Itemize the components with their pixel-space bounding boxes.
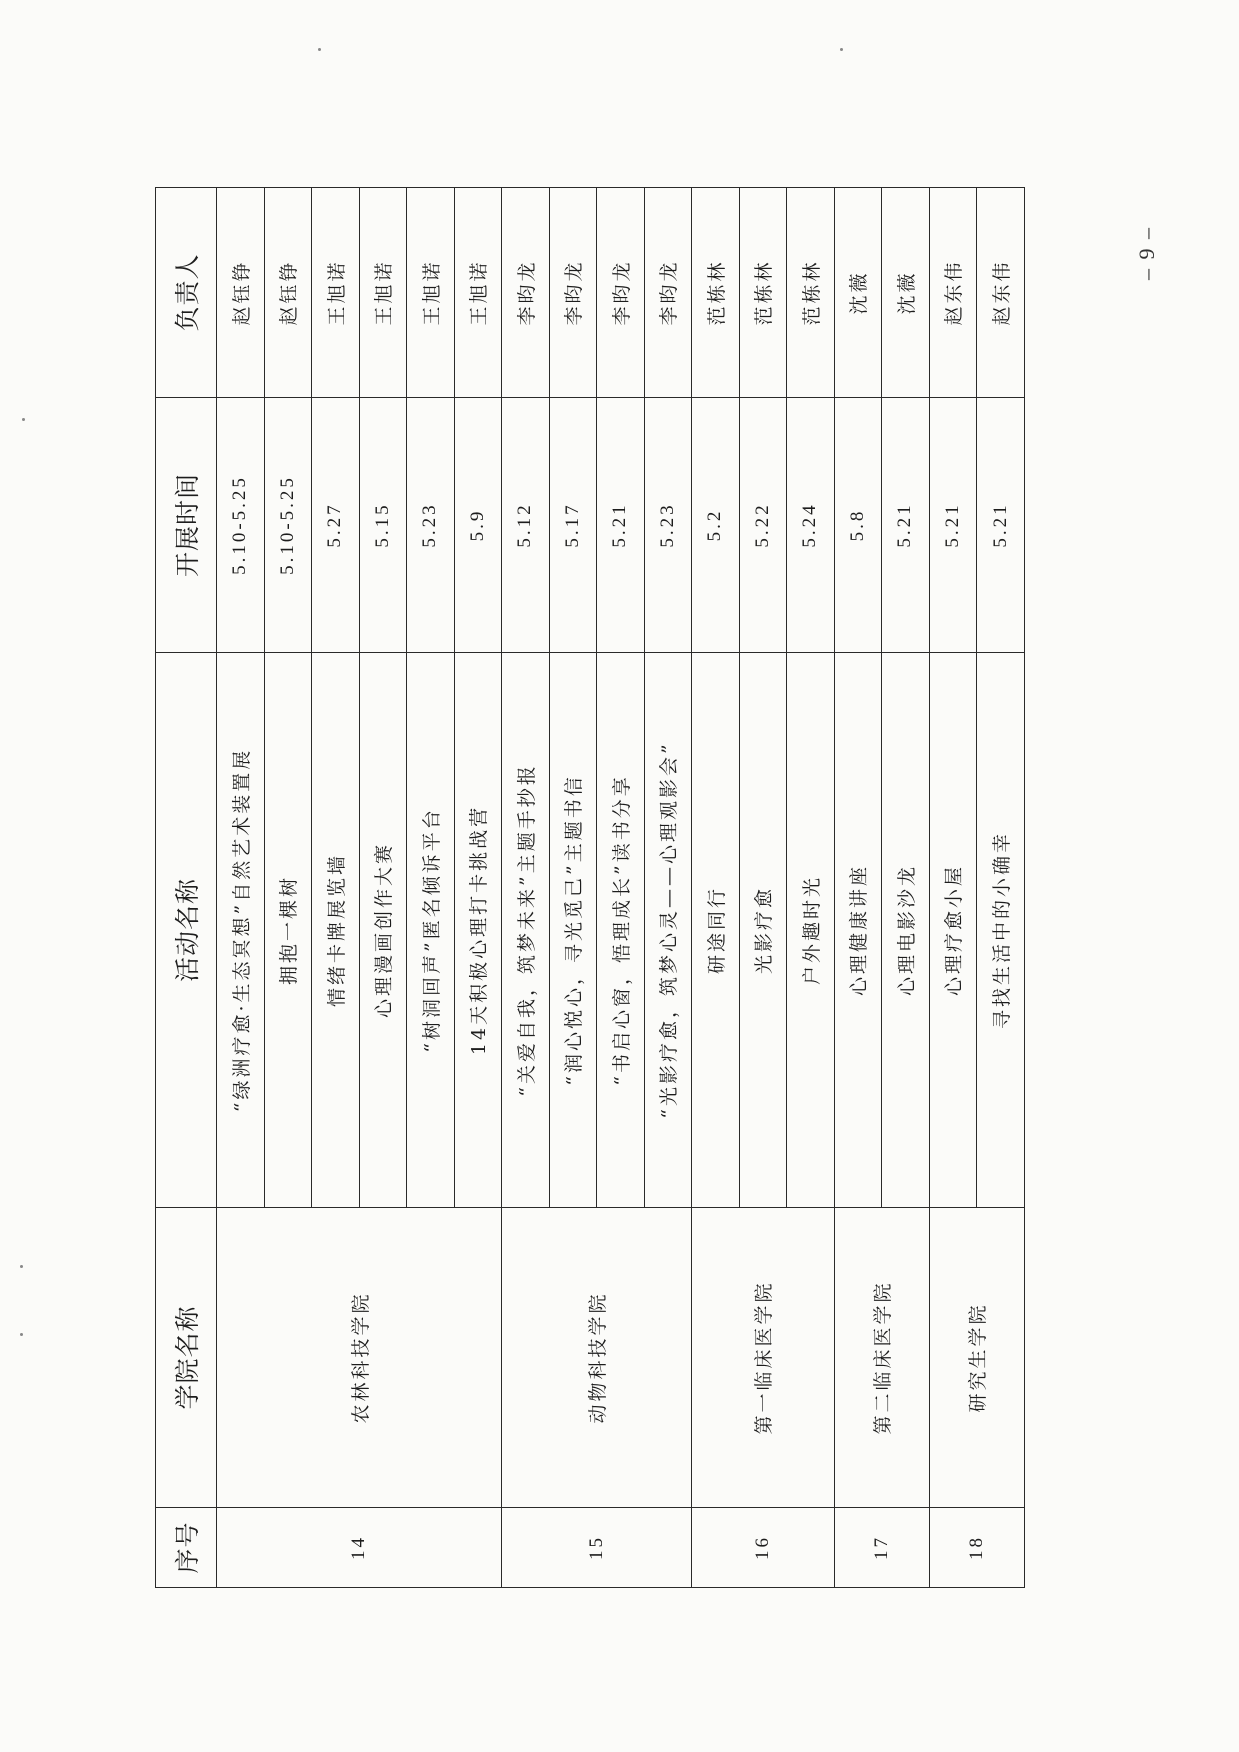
header-time: 开展时间 <box>156 398 217 653</box>
scan-speck <box>22 418 25 421</box>
owner-cell: 王旭诺 <box>454 188 502 398</box>
college-cell: 动物科技学院 <box>502 1208 692 1508</box>
time-cell: 5.27 <box>312 398 360 653</box>
activity-cell: “书启心窗，悟理成长”读书分享 <box>597 653 645 1208</box>
owner-cell: 王旭诺 <box>407 188 455 398</box>
activity-cell: 心理疗愈小屋 <box>929 653 977 1208</box>
seq-cell: 18 <box>929 1508 1024 1588</box>
owner-cell: 沈薇 <box>834 188 882 398</box>
college-cell: 第一临床医学院 <box>692 1208 835 1508</box>
activity-cell: 心理健康讲座 <box>834 653 882 1208</box>
college-cell: 农林科技学院 <box>217 1208 502 1508</box>
activity-cell: 心理漫画创作大赛 <box>359 653 407 1208</box>
owner-cell: 王旭诺 <box>312 188 360 398</box>
time-cell: 5.12 <box>502 398 550 653</box>
activity-cell: “关爱自我，筑梦未来”主题手抄报 <box>502 653 550 1208</box>
activity-cell: 光影疗愈 <box>739 653 787 1208</box>
owner-cell: 沈薇 <box>882 188 930 398</box>
header-seq: 序号 <box>156 1508 217 1588</box>
owner-cell: 赵钰铮 <box>264 188 312 398</box>
table-row <box>502 188 550 1588</box>
owner-cell: 李昀龙 <box>597 188 645 398</box>
scan-speck <box>20 1265 23 1268</box>
time-cell: 5.8 <box>834 398 882 653</box>
activity-cell: 心理电影沙龙 <box>882 653 930 1208</box>
time-cell: 5.21 <box>929 398 977 653</box>
activity-schedule-table <box>155 187 1025 1588</box>
owner-cell: 范栋林 <box>787 188 835 398</box>
activity-cell: 拥抱一棵树 <box>264 653 312 1208</box>
seq-cell: 16 <box>692 1508 835 1588</box>
time-cell: 5.22 <box>739 398 787 653</box>
activity-cell: “光影疗愈，筑梦心灵——心理观影会” <box>644 653 692 1208</box>
activity-cell: “树洞回声”匿名倾诉平台 <box>407 653 455 1208</box>
college-cell: 第二临床医学院 <box>834 1208 929 1508</box>
college-cell: 研究生学院 <box>929 1208 1024 1508</box>
activity-cell: 寻找生活中的小确幸 <box>977 653 1025 1208</box>
table-row <box>692 188 740 1588</box>
owner-cell: 赵东伟 <box>929 188 977 398</box>
owner-cell: 赵东伟 <box>977 188 1025 398</box>
time-cell: 5.21 <box>882 398 930 653</box>
activity-cell: “绿洲疗愈·生态冥想”自然艺术装置展 <box>217 653 265 1208</box>
scan-speck <box>318 48 321 51</box>
time-cell: 5.17 <box>549 398 597 653</box>
page-number: – 9 – <box>1134 226 1159 280</box>
seq-cell: 15 <box>502 1508 692 1588</box>
table-row <box>929 188 977 1588</box>
header-college: 学院名称 <box>156 1208 217 1508</box>
header-activity: 活动名称 <box>156 653 217 1208</box>
rotated-page-content <box>155 188 1025 1588</box>
time-cell: 5.10-5.25 <box>264 398 312 653</box>
activity-cell: 情绪卡牌展览墙 <box>312 653 360 1208</box>
time-cell: 5.24 <box>787 398 835 653</box>
activity-cell: 户外趣时光 <box>787 653 835 1208</box>
owner-cell: 李昀龙 <box>549 188 597 398</box>
seq-cell: 17 <box>834 1508 929 1588</box>
activity-cell: 14天积极心理打卡挑战营 <box>454 653 502 1208</box>
activity-cell: 研途同行 <box>692 653 740 1208</box>
time-cell: 5.21 <box>597 398 645 653</box>
time-cell: 5.2 <box>692 398 740 653</box>
owner-cell: 范栋林 <box>692 188 740 398</box>
table-row <box>834 188 882 1588</box>
time-cell: 5.23 <box>407 398 455 653</box>
activity-cell: “润心悦心，寻光觅己”主题书信 <box>549 653 597 1208</box>
scan-speck <box>840 48 843 51</box>
time-cell: 5.23 <box>644 398 692 653</box>
table-row <box>217 188 265 1588</box>
table-header-row <box>156 188 217 1588</box>
time-cell: 5.9 <box>454 398 502 653</box>
time-cell: 5.15 <box>359 398 407 653</box>
scan-speck <box>20 1333 23 1336</box>
seq-cell: 14 <box>217 1508 502 1588</box>
header-owner: 负责人 <box>156 188 217 398</box>
owner-cell: 李昀龙 <box>502 188 550 398</box>
owner-cell: 李昀龙 <box>644 188 692 398</box>
owner-cell: 赵钰铮 <box>217 188 265 398</box>
time-cell: 5.21 <box>977 398 1025 653</box>
owner-cell: 范栋林 <box>739 188 787 398</box>
owner-cell: 王旭诺 <box>359 188 407 398</box>
time-cell: 5.10-5.25 <box>217 398 265 653</box>
